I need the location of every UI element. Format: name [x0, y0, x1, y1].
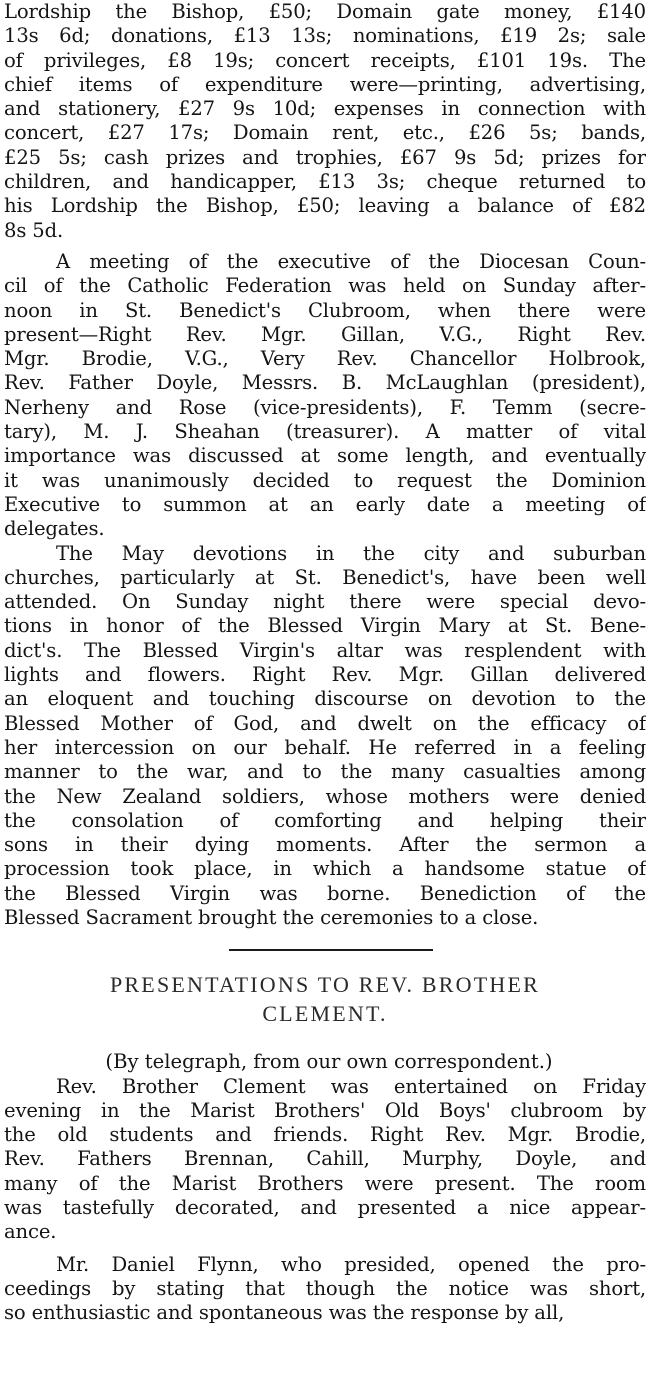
- text-line: 8s 5d.: [4, 218, 64, 242]
- text-line: and stationery, £27 9s 10d; expenses in connection with: [4, 97, 646, 121]
- text-line: Executive to summon at an early date a meeting of: [4, 492, 646, 516]
- text-line: sons in their dying moments. After the sermon a: [4, 833, 646, 857]
- text-line: tary), M. J. Sheahan (treasurer). A matter of vital: [4, 420, 646, 444]
- paragraph-federation-meeting: [4, 250, 646, 542]
- text-line: A meeting of the executive of the Diocesan Coun-: [56, 249, 646, 273]
- text-line: £25 5s; cash prizes and trophies, £67 9s 5d; prizes for: [4, 145, 646, 169]
- text-line: ance.: [4, 1220, 57, 1244]
- text-line: of privileges, £8 19s; concert receipts, £101 19s. The: [4, 48, 646, 72]
- text-line: ceedings by stating that though the notice was short,: [4, 1276, 646, 1300]
- text-line: The May devotions in the city and suburban: [56, 541, 646, 565]
- byline: (By telegraph, from our own correspondent.): [105, 1050, 553, 1074]
- text-line: Blessed Mother of God, and dwelt on the efficacy of: [4, 711, 646, 735]
- text-line: Rev. Brother Clement was entertained on Friday: [56, 1074, 646, 1098]
- text-line: Mr. Daniel Flynn, who presided, opened the pro-: [56, 1252, 646, 1276]
- text-line: Nerheny and Rose (vice-presidents), F. Temm (secre-: [4, 395, 646, 419]
- text-line: the Blessed Virgin was borne. Benediction of the: [4, 881, 646, 905]
- text-line: the consolation of comforting and helping their: [4, 808, 646, 832]
- heading-line-1: PRESENTATIONS TO REV. BROTHER: [110, 972, 540, 998]
- text-line: the New Zealand soldiers, whose mothers were denied: [4, 784, 646, 808]
- paragraph-accounts: [4, 0, 646, 243]
- text-line: concert, £27 17s; Domain rent, etc., £26 5s; bands,: [4, 121, 646, 145]
- text-line: importance was discussed at some length, and eventually: [4, 444, 646, 468]
- paragraph-brother-clement: [4, 1075, 646, 1245]
- text-line: lights and flowers. Right Rev. Mgr. Gillan delivered: [4, 663, 646, 687]
- text-line: attended. On Sunday night there were special devo-: [4, 590, 646, 614]
- text-line: many of the Marist Brothers were present. The room: [4, 1171, 646, 1195]
- text-line: procession took place, in which a handsome statue of: [4, 857, 646, 881]
- text-line: an eloquent and touching discourse on devotion to the: [4, 687, 646, 711]
- text-line: Lordship the Bishop, £50; Domain gate money, £140: [4, 0, 646, 23]
- text-line: evening in the Marist Brothers' Old Boys' clubroom by: [4, 1098, 646, 1122]
- text-line: delegates.: [4, 517, 105, 541]
- text-line: cil of the Catholic Federation was held on Sunday after-: [4, 274, 646, 298]
- text-line: so enthusiastic and spontaneous was the response by all,: [4, 1301, 565, 1325]
- text-line: dict's. The Blessed Virgin's altar was resplendent with: [4, 638, 646, 662]
- text-line: tions in honor of the Blessed Virgin Mary at St. Bene-: [4, 614, 646, 638]
- text-line: 13s 6d; donations, £13 13s; nominations, £19 2s; sale: [4, 24, 646, 48]
- section-divider: [229, 949, 433, 951]
- section-heading: [4, 970, 646, 1028]
- text-line: the old students and friends. Right Rev. Mgr. Brodie,: [4, 1123, 646, 1147]
- text-line: her intercession on our behalf. He referred in a feeling: [4, 735, 646, 759]
- text-line: children, and handicapper, £13 3s; cheque returned to: [4, 170, 646, 194]
- text-line: Blessed Sacrament brought the ceremonies to a close.: [4, 905, 539, 929]
- text-line: Rev. Father Doyle, Messrs. B. McLaughlan (president),: [4, 371, 646, 395]
- text-line: chief items of expenditure were—printing, advertising,: [4, 72, 646, 96]
- text-line: it was unanimously decided to request the Dominion: [4, 468, 646, 492]
- heading-line-2: CLEMENT.: [262, 1001, 388, 1027]
- text-line: manner to the war, and to the many casualties among: [4, 760, 646, 784]
- text-line: Rev. Fathers Brennan, Cahill, Murphy, Doyle, and: [4, 1147, 646, 1171]
- paragraph-may-devotions: [4, 542, 646, 931]
- text-line: noon in St. Benedict's Clubroom, when there were: [4, 298, 646, 322]
- paragraph-daniel-flynn: [4, 1253, 646, 1326]
- text-line: churches, particularly at St. Benedict's, have been well: [4, 565, 646, 589]
- text-line: Mgr. Brodie, V.G., Very Rev. Chancellor Holbrook,: [4, 347, 646, 371]
- text-line: present—Right Rev. Mgr. Gillan, V.G., Right Rev.: [4, 322, 646, 346]
- text-line: was tastefully decorated, and presented a nice appear-: [4, 1196, 646, 1220]
- text-line: his Lordship the Bishop, £50; leaving a balance of £82: [4, 194, 646, 218]
